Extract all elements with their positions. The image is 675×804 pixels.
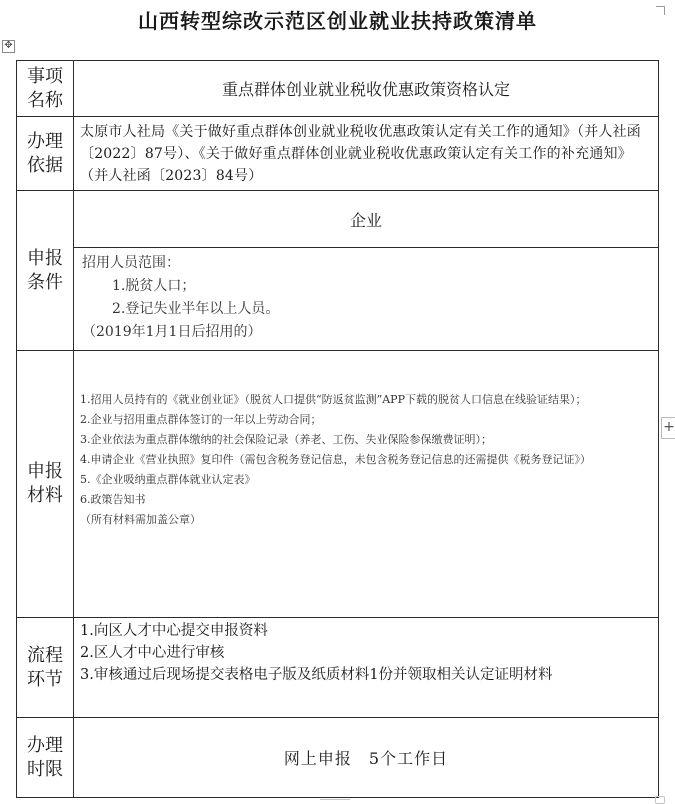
page-title: 山西转型综改示范区创业就业扶持政策清单 — [138, 9, 537, 33]
materials-line: 5.《企业吸纳重点群体就业认定表》 — [80, 473, 256, 486]
conditions-subject: 企业 — [349, 210, 382, 230]
add-column-button[interactable]: + — [661, 417, 675, 439]
label-line: 依据 — [27, 154, 63, 176]
basis-label — [17, 117, 73, 190]
materials-label — [17, 351, 73, 617]
materials-list — [74, 390, 658, 610]
materials-line: 3.企业依法为重点群体缴纳的社会保险记录（养老、工伤、失业保险参保缴费证明）； — [80, 433, 492, 446]
process-line: 3.审核通过后现场提交表格电子版及纸质材料1份并领取相关认定证明材料 — [80, 667, 553, 683]
label-line: 办理 — [27, 130, 63, 152]
materials-line: 6.政策告知书 — [80, 493, 146, 506]
materials-line: （所有材料需加盖公章） — [80, 513, 201, 526]
conditions-line: 招用人员范围： — [82, 255, 180, 271]
process-list — [74, 618, 658, 717]
label-line: 条件 — [27, 271, 63, 293]
label-line: 流程 — [27, 644, 63, 666]
process-label — [17, 618, 73, 717]
process-line: 1.向区人才中心提交申报资料 — [80, 623, 268, 639]
materials-line: 2.企业与招用重点群体签订的一年以上劳动合同； — [80, 413, 322, 426]
item-name-value: 重点群体创业就业税收优惠政策资格认定 — [221, 80, 510, 99]
basis-text: 太原市人社局《关于做好重点群体创业就业税收优惠政策认定有关工作的通知》（并人社函〔2022〕87号）、《关于做好重点群体创业就业税收优惠政策认定有关工作的补充通知》（并人社函〔2023〕84号） — [80, 124, 641, 184]
materials-line: 4.申请企业《营业执照》复印件（需包含税务登记信息，未包含税务登记信息的还需提供《税务登记证》） — [80, 453, 591, 466]
conditions-list — [74, 248, 658, 350]
time-limit-label — [17, 718, 73, 797]
process-line: 2.区人才中心进行审核 — [80, 645, 225, 661]
label-line: 时限 — [27, 758, 63, 780]
label-line: 申报 — [27, 247, 63, 269]
resize-handle-icon[interactable] — [655, 796, 665, 804]
materials-line: 1.招用人员持有的《就业创业证》（脱贫人口提供“防返贫监测”APP下载的脱贫人口信息在线验证结果）； — [80, 393, 587, 406]
ruler-marker — [320, 799, 350, 804]
table-move-handle-icon[interactable]: ✥ — [2, 40, 15, 53]
conditions-line: 1.脱贫人口； — [112, 278, 196, 294]
item-name-label — [17, 61, 73, 116]
label-line: 办理 — [27, 734, 63, 756]
conditions-label — [17, 191, 73, 350]
label-line: 事项 — [27, 65, 63, 87]
time-limit-value: 网上申报 5个工作日 — [283, 749, 449, 768]
conditions-line: 2.登记失业半年以上人员。 — [112, 301, 280, 317]
label-line: 申报 — [27, 461, 63, 482]
label-line: 材料 — [27, 485, 63, 506]
conditions-line: （2019年1月1日后招用的） — [82, 324, 262, 340]
label-line: 环节 — [27, 668, 63, 690]
label-line: 名称 — [27, 89, 63, 111]
